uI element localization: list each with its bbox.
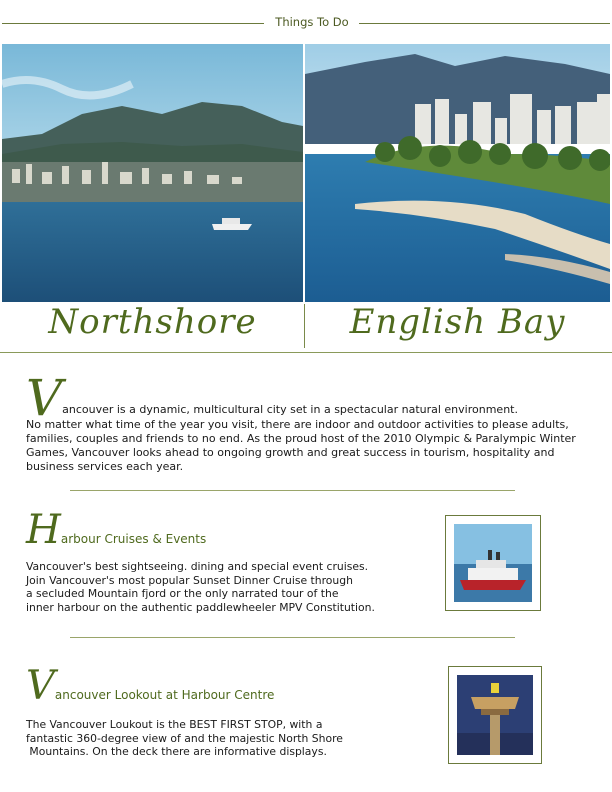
section-separator: [70, 637, 515, 638]
lookout-tower-thumbnail: [448, 666, 542, 764]
lookout-line: fantastic 360-degree view of and the majestic North Shore: [26, 731, 343, 745]
header-rule-left: [2, 23, 264, 24]
header-rule-right: [359, 23, 610, 24]
intro-line-2: No matter what time of the year you visit, there are indoor and outdoor activities to please adults,: [26, 418, 569, 431]
lookout-line: The Vancouver Loukout is the BEST FIRST STOP, with a: [26, 718, 323, 731]
harbour-cruises-line: inner harbour on the authentic paddlewheeler MPV Constitution.: [26, 600, 375, 614]
intro-line-5: business services each year.: [26, 460, 184, 473]
harbour-cruises-title: arbour Cruises & Events: [60, 532, 207, 546]
lookout-body: [26, 718, 406, 759]
intro-drop-cap: V: [26, 369, 63, 427]
lookout-heading: [26, 663, 275, 709]
harbour-cruises-heading: [26, 507, 207, 553]
page-header: [0, 12, 612, 36]
harbour-cruises-line: Join Vancouver's most popular Sunset Dinner Cruise through: [26, 573, 353, 587]
page-title: Things To Do: [275, 15, 349, 29]
english-bay-caption: English Bay: [349, 302, 566, 342]
intro-line-4: Games, Vancouver looks ahead to ongoing growth and great success in tourism, hospitality and: [26, 446, 555, 459]
lookout-title: ancouver Lookout at Harbour Centre: [54, 688, 275, 702]
intro-paragraph: [26, 369, 586, 474]
intro-line-3: families, couples and friends to no end. As the proud host of the 2010 Olympic & Paralympic Winter: [26, 432, 576, 445]
lookout-drop-cap: V: [26, 663, 55, 709]
lookout-line: Mountains. On the deck there are informative displays.: [26, 745, 327, 758]
northshore-caption: Northshore: [48, 302, 257, 342]
harbour-cruises-body: [26, 560, 406, 614]
harbour-cruises-line: Vancouver's best sightseeing. dining and special event cruises.: [26, 560, 369, 573]
intro-line-1: ancouver is a dynamic, multicultural city set in a spectacular natural environment.: [62, 403, 518, 416]
caption-rule: [0, 352, 612, 353]
harbour-cruises-line: a secluded Mountain fjord or the only narrated tour of the: [26, 587, 339, 600]
northshore-photo: [2, 44, 303, 302]
section-separator: [70, 490, 515, 491]
english-bay-photo: [305, 44, 610, 302]
harbour-cruises-drop-cap: H: [26, 507, 61, 553]
paddlewheeler-thumbnail: [445, 515, 541, 611]
